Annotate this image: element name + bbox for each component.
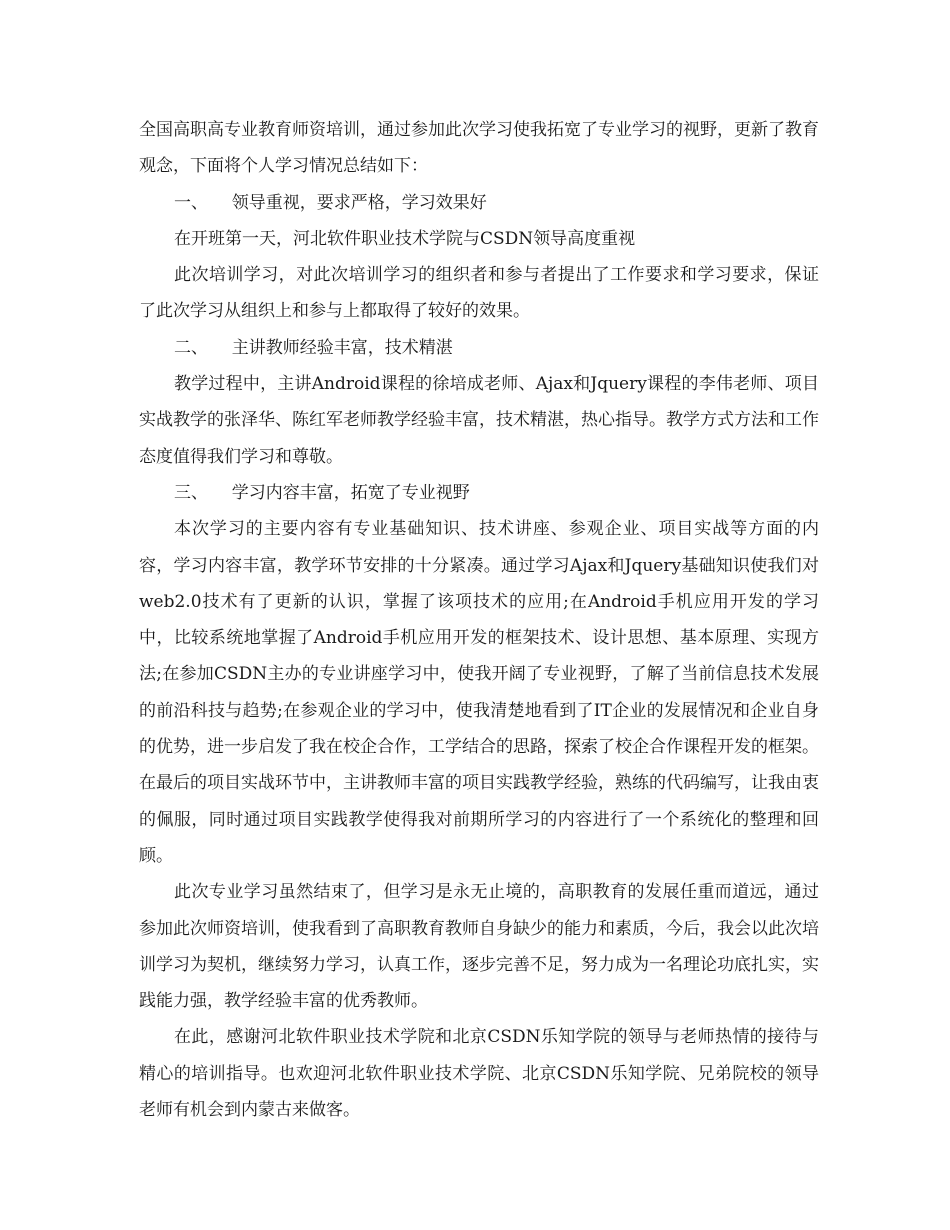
section-heading-2 — [139, 330, 819, 366]
section-heading-3 — [139, 475, 819, 511]
section-heading-1 — [139, 185, 819, 221]
paragraph-intro: 全国高职高专业教育师资培训，通过参加此次学习使我拓宽了专业学习的视野，更新了教育观念，下面将个人学习情况总结如下： — [139, 120, 819, 177]
paragraph: 教学过程中，主讲Android课程的徐培成老师、Ajax和Jquery课程的李伟老师、项目实战教学的张泽华、陈红军老师教学经验丰富，技术精湛，热心指导。教学方式方法和工作态度值得我们学习和尊敬。 — [139, 374, 819, 467]
paragraph: 此次专业学习虽然结束了，但学习是永无止境的，高职教育的发展任重而道远，通过参加此次师资培训，使我看到了高职教育教师自身缺少的能力和素质，今后，我会以此次培训学习为契机，继续努力学习，认真工作，逐步完善不足，努力成为一名理论功底扎实，实践能力强，教学经验丰富的优秀教师。 — [139, 882, 819, 1012]
paragraph: 在开班第一天，河北软件职业技术学院与CSDN领导高度重视 — [174, 228, 636, 249]
section-title: 领导重视，要求严格，学习效果好 — [231, 192, 487, 213]
paragraph: 在此，感谢河北软件职业技术学院和北京CSDN乐知学院的领导与老师热情的接待与精心的培训指导。也欢迎河北软件职业技术学院、北京CSDN乐知学院、兄弟院校的领导老师有机会到内蒙古来做客。 — [139, 1027, 819, 1121]
section-number: 三、 — [174, 482, 208, 503]
paragraph: 此次培训学习，对此次培训学习的组织者和参与者提出了工作要求和学习要求，保证了此次学习从组织上和参与上都取得了较好的效果。 — [139, 265, 819, 322]
document-body — [139, 112, 819, 1128]
section-title: 学习内容丰富，拓宽了专业视野 — [231, 482, 470, 503]
section-number: 一、 — [174, 192, 208, 213]
section-title: 主讲教师经验丰富，技术精湛 — [231, 337, 453, 358]
paragraph: 本次学习的主要内容有专业基础知识、技术讲座、参观企业、项目实战等方面的内容，学习内容丰富，教学环节安排的十分紧凑。通过学习Ajax和Jquery基础知识使我们对web2.0技术有了更新的认识，掌握了该项技术的应用;在Android手机应用开发的学习中，比较系统地掌握了Android手机应用开发的框架技术、设计思想、基本原理、实现方法;在参加CSDN主办的专业讲座学习中，使我开阔了专业视野，了解了当前信息技术发展的前沿科技与趋势;在参观企业的学习中，使我清楚地看到了IT企业的发展情况和企业自身的优势，进一步启发了我在校企合作，工学结合的思路，探索了校企合作课程开发的框架。在最后的项目实战环节中，主讲教师丰富的项目实践教学经验，熟练的代码编写，让我由衷的佩服，同时通过项目实践教学使得我对前期所学习的内容进行了一个系统化的整理和回顾。 — [139, 519, 819, 866]
section-number: 二、 — [174, 337, 208, 358]
